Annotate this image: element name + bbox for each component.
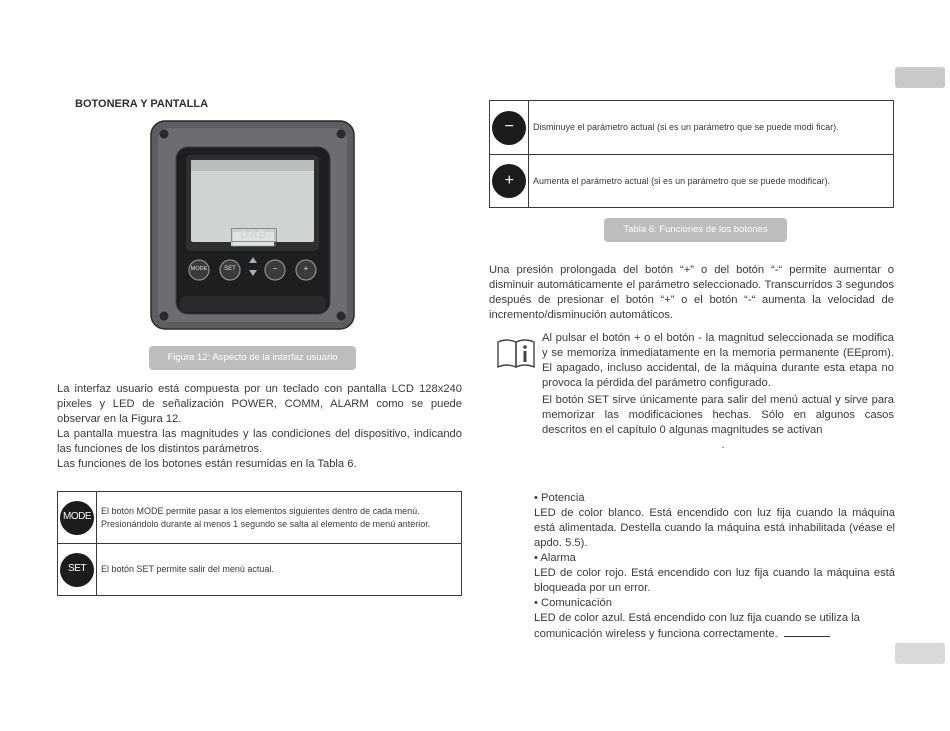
note-tail: . <box>721 439 725 451</box>
intro-paragraph-3: Las funciones de los botones están resumidas en la Tabla 6. <box>57 458 357 470</box>
set-button-icon: SET <box>60 553 94 587</box>
device-button-set: SET <box>224 266 236 272</box>
buttons-table-left <box>57 491 462 596</box>
set-description: El botón SET permite salir del menú actual. <box>97 544 462 596</box>
table-row <box>58 544 462 596</box>
minus-button-icon: − <box>492 111 526 145</box>
table-caption: Tabla 6: Funciones de los botones <box>604 218 787 242</box>
led-power-text: LED de color blanco. Está encendido con luz fija cuando la máquina está alimentada. Destella cuando la máquina está inhabilitada (véase el apdo. 5.5). <box>534 507 895 549</box>
plus-button-icon: + <box>492 164 526 198</box>
table-row <box>490 101 894 155</box>
interface-device-illustration <box>150 120 355 330</box>
plus-description: Aumenta el parámetro actual (si es un parámetro que se puede modificar). <box>529 155 894 208</box>
device-button-minus: − <box>272 264 278 273</box>
figure-caption: Figura 12: Aspecto de la interfaz usuario <box>149 346 356 370</box>
note-text <box>542 331 894 453</box>
info-book-icon <box>496 336 536 370</box>
led-comm-title: • Comunicación <box>534 597 612 609</box>
intro-paragraph-2: La pantalla muestra las magnitudes y las condiciones del dispositivo, indicando las funciones de los distintos parámetros. <box>57 428 462 455</box>
note-paragraph-2: El botón SET sirve únicamente para salir del menú actual y sirve para memorizar las modificaciones hechas. Sólo en algunos casos descritos en el capítulo 0 algunas magnitudes se activan <box>542 394 894 436</box>
table-row <box>58 492 462 544</box>
left-intro-text <box>57 382 462 472</box>
blank-underline <box>784 626 830 637</box>
page-edge-tab-bottom <box>895 643 945 664</box>
intro-paragraph-1: La interfaz usuario está compuesta por un teclado con pantalla LCD 128x240 pixeles y LED de señalización POWER, COMM, ALARM como se puede observar en la Figura 12. <box>57 383 462 425</box>
page-edge-tab-top <box>895 67 945 88</box>
buttons-table-right <box>489 100 894 208</box>
mode-description: El botón MODE permite pasar a los elementos siguientes dentro de cada menú. Presionándolo durante al menos 1 segundo se salta al elemento de menú anterior. <box>97 492 462 544</box>
minus-description: Disminuye el parámetro actual (si es un parámetro que se puede modi ficar). <box>529 101 894 155</box>
led-comm-text: LED de color azul. Está encendido con luz fija cuando se utiliza la comunicación wireless y funciona correctamente. <box>534 612 860 640</box>
note-paragraph-1: Al pulsar el botón + o el botón - la magnitud seleccionada se modifica y se memoriza inmediatamente en la memoria permanente (EEprom). El apagado, incluso accidental, de la máquina durante esta etapa no provoca la pérdida del parámetro configurado. <box>542 332 894 389</box>
device-button-mode: MODE <box>190 266 208 272</box>
led-alarm-title: • Alarma <box>534 552 576 564</box>
mode-button-icon: MODE <box>60 501 94 535</box>
long-press-paragraph: Una presión prolongada del botón “+” o del botón “-“ permite aumentar o disminuir automáticamente el parámetro seleccionado. Transcurridos 3 segundos después de presionar el botón “+” o el botón “-“ aumenta la velocidad de incremento/disminución automáticos. <box>489 264 894 321</box>
device-logo: DAB <box>231 228 277 242</box>
section-title: BOTONERA Y PANTALLA <box>75 98 209 110</box>
led-alarm-text: LED de color rojo. Está encendido con luz fija cuando la máquina está bloqueada por un error. <box>534 567 895 594</box>
led-descriptions <box>534 491 895 642</box>
led-power-title: • Potencia <box>534 492 585 504</box>
table-row <box>490 155 894 208</box>
device-button-plus: + <box>303 264 309 273</box>
